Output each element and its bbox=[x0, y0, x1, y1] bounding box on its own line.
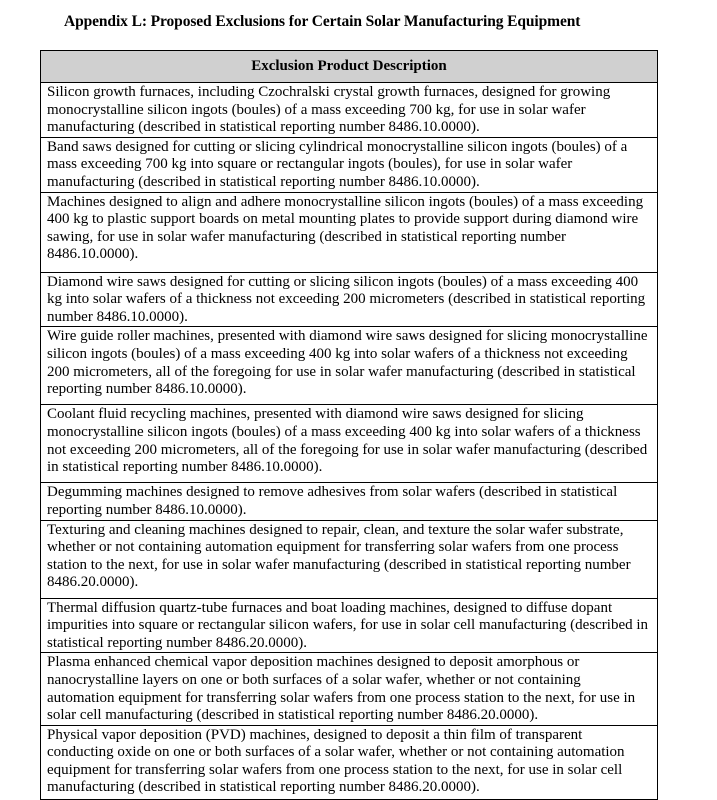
table-cell: Coolant fluid recycling machines, presented with diamond wire saws designed for slicing monocrystalline silicon ingots (boules) of a mass exceeding 400 kg into solar wafers of a thickness not exceeding 200 micrometers, all of the foregoing for use in solar wafer manufacturing (described in statistical reporting number 8486.10.0000). bbox=[41, 405, 658, 483]
table-row bbox=[41, 653, 658, 725]
table-row bbox=[41, 520, 658, 598]
table-header-row bbox=[41, 51, 658, 83]
table-row bbox=[41, 327, 658, 405]
table-row bbox=[41, 192, 658, 272]
page-title: Appendix L: Proposed Exclusions for Certain Solar Manufacturing Equipment bbox=[64, 13, 581, 30]
table-row bbox=[41, 725, 658, 799]
table-cell: Thermal diffusion quartz-tube furnaces and boat loading machines, designed to diffuse dopant impurities into square or rectangular silicon wafers, for use in solar cell manufacturing (described in statistical reporting number 8486.20.0000). bbox=[41, 598, 658, 653]
table-row bbox=[41, 272, 658, 327]
table-cell: Physical vapor deposition (PVD) machines, designed to deposit a thin film of transparent conducting oxide on one or both surfaces of a solar wafer, whether or not containing automation equipment for transferring solar wafers from one process station to the next, for use in solar cell manufacturing (described in statistical reporting number 8486.20.0000). bbox=[41, 725, 658, 799]
table-cell: Degumming machines designed to remove adhesives from solar wafers (described in statistical reporting number 8486.10.0000). bbox=[41, 483, 658, 520]
table-cell: Band saws designed for cutting or slicing cylindrical monocrystalline silicon ingots (boules) of a mass exceeding 700 kg into square or rectangular ingots (boules), for use in solar wafer manufacturing (described in statistical reporting number 8486.10.0000). bbox=[41, 137, 658, 192]
table-row bbox=[41, 137, 658, 192]
table-cell: Plasma enhanced chemical vapor deposition machines designed to deposit amorphous or nanocrystalline layers on one or both surfaces of a solar wafer, whether or not containing automation equipment for transferring solar wafers from one process station to the next, for use in solar cell manufacturing (described in statistical reporting number 8486.20.0000). bbox=[41, 653, 658, 725]
table-row bbox=[41, 405, 658, 483]
table-row bbox=[41, 483, 658, 520]
table-cell: Texturing and cleaning machines designed to repair, clean, and texture the solar wafer substrate, whether or not containing automation equipment for transferring solar wafers from one process station to the next, for use in solar wafer manufacturing (described in statistical reporting number 8486.20.0000). bbox=[41, 520, 658, 598]
table-row bbox=[41, 598, 658, 653]
table-row bbox=[41, 83, 658, 138]
table-cell: Diamond wire saws designed for cutting or slicing silicon ingots (boules) of a mass exceeding 400 kg into solar wafers of a thickness not exceeding 200 micrometers (described in statistical reporting number 8486.10.0000). bbox=[41, 272, 658, 327]
table-cell: Silicon growth furnaces, including Czochralski crystal growth furnaces, designed for growing monocrystalline silicon ingots (boules) of a mass exceeding 700 kg, for use in solar wafer manufacturing (described in statistical reporting number 8486.10.0000). bbox=[41, 83, 658, 138]
table-cell: Machines designed to align and adhere monocrystalline silicon ingots (boules) of a mass exceeding 400 kg to plastic support boards on metal mounting plates to provide support during diamond wire sawing, for use in solar wafer manufacturing (described in statistical reporting number 8486.10.0000). bbox=[41, 192, 658, 272]
table-cell: Wire guide roller machines, presented with diamond wire saws designed for slicing monocrystalline silicon ingots (boules) of a mass exceeding 400 kg into solar wafers of a thickness not exceeding 200 micrometers, all of the foregoing for use in solar wafer manufacturing (described in statistical reporting number 8486.10.0000). bbox=[41, 327, 658, 405]
exclusions-table bbox=[40, 50, 658, 800]
column-header-exclusion-description: Exclusion Product Description bbox=[41, 51, 658, 83]
